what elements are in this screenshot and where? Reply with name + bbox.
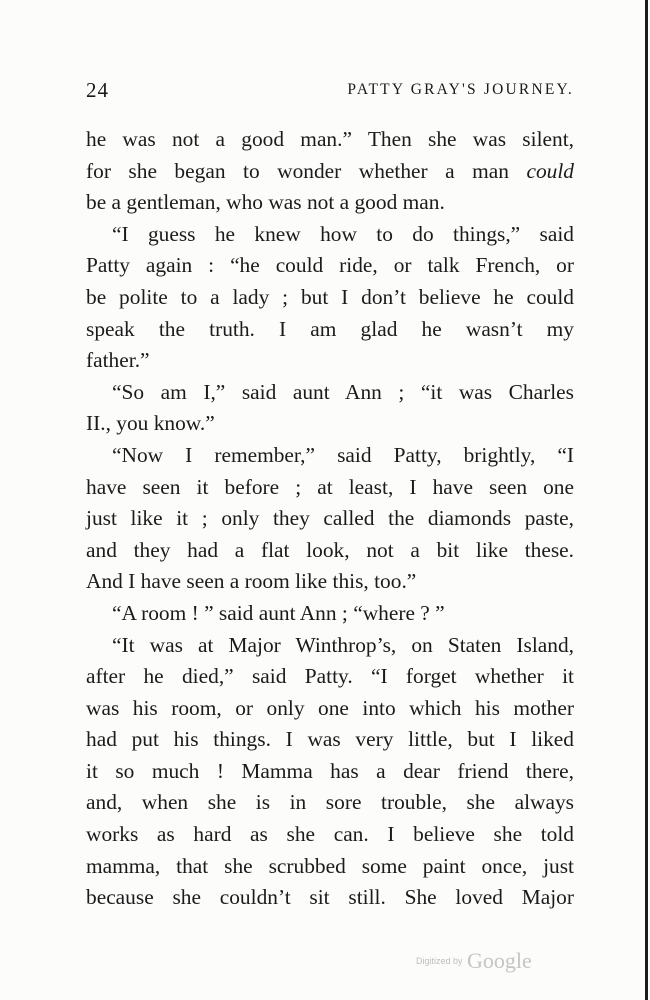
- text-line: Patty again : “he could ride, or talk French, or: [86, 253, 574, 278]
- text-line: be a gentleman, who was not a good man.: [86, 190, 445, 215]
- text-line: “It was at Major Winthrop’s, on Staten Island,: [112, 632, 574, 657]
- text-line: speak the truth. I am glad he wasn’t my: [86, 316, 574, 341]
- running-title: PATTY GRAY'S JOURNEY.: [347, 81, 574, 98]
- text-line: “Now I remember,” said Patty, brightly, “I: [112, 442, 574, 467]
- text-line: he was not a good man.” Then she was silent,: [86, 127, 574, 151]
- watermark-brand: Google: [466, 948, 532, 973]
- text-line: because she couldn’t sit still. She loved Major: [86, 885, 574, 910]
- text-line: works as hard as she can. I believe she told: [86, 822, 574, 847]
- text-line: after he died,” said Patty. “I forget whether it: [86, 664, 574, 689]
- page-number: 24: [86, 78, 109, 102]
- text-line: be polite to a lady ; but I don’t believe he could: [86, 284, 574, 309]
- text-line: II., you know.”: [86, 411, 215, 436]
- text-line: and they had a flat look, not a bit like these.: [86, 537, 574, 562]
- text-line: mamma, that she scrubbed some paint once, just: [86, 853, 574, 878]
- text-line: “So am I,” said aunt Ann ; “it was Charles: [112, 379, 574, 404]
- digitized-watermark: [416, 948, 532, 974]
- text-line: have seen it before ; at least, I have seen one: [86, 474, 574, 499]
- text-line: “I guess he knew how to do things,” said: [112, 221, 574, 246]
- emphasis-could: could: [526, 158, 574, 183]
- text-line: had put his things. I was very little, but I liked: [86, 727, 574, 752]
- text-line: it so much ! Mamma has a dear friend there,: [86, 758, 574, 783]
- text-line: And I have seen a room like this, too.”: [86, 569, 417, 594]
- text-line: “A room ! ” said aunt Ann ; “where ? ”: [112, 600, 445, 625]
- page-edge-line: [645, 0, 648, 1000]
- watermark-prefix: Digitized by: [416, 956, 463, 966]
- running-head: [86, 78, 574, 104]
- text-line: just like it ; only they called the diamonds paste,: [86, 506, 574, 531]
- text-line: was his room, or only one into which his mother: [86, 695, 574, 720]
- text-line: father.”: [86, 348, 150, 373]
- text-line: [86, 156, 574, 188]
- body-text: [86, 124, 574, 914]
- text-line-part: for she began to wonder whether a man: [86, 158, 527, 183]
- text-line: and, when she is in sore trouble, she always: [86, 790, 574, 815]
